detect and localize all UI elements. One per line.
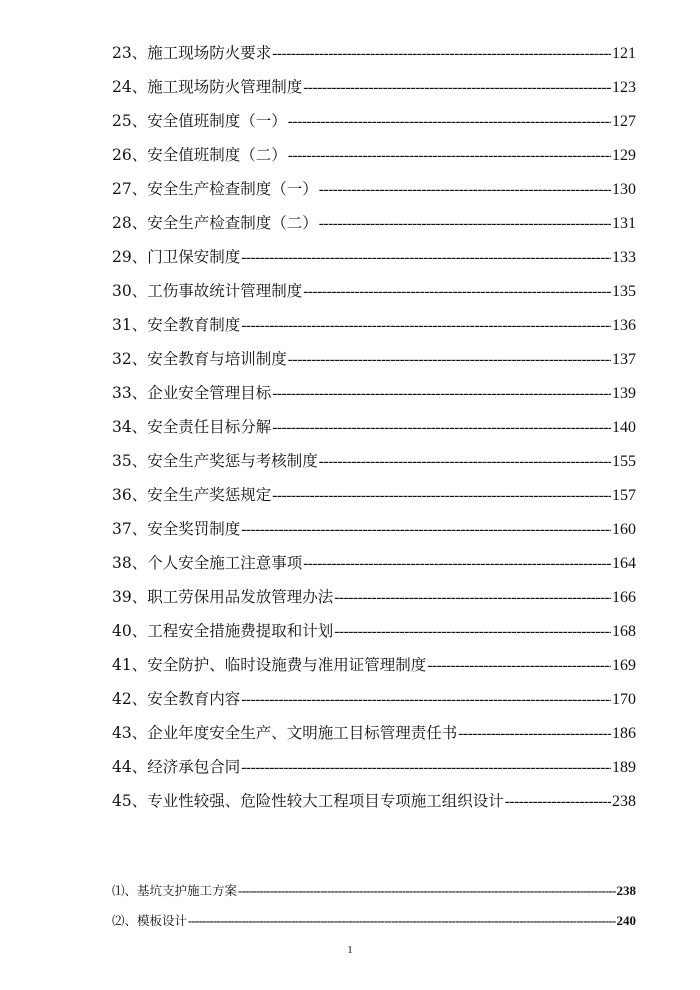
entry-number: 33 xyxy=(112,384,132,402)
dot-leader xyxy=(458,726,611,742)
entry-number: 45 xyxy=(112,792,132,810)
entry-number: ⑵ xyxy=(112,913,125,928)
toc-entry[interactable] xyxy=(112,308,636,342)
entry-page-number: 136 xyxy=(612,317,636,334)
toc-entry-label xyxy=(112,784,504,818)
dot-leader xyxy=(241,250,611,266)
dot-leader xyxy=(427,658,611,674)
toc-entry-label xyxy=(112,274,302,308)
dot-leader xyxy=(241,760,611,776)
toc-entry-label xyxy=(112,138,287,172)
dot-leader xyxy=(238,885,615,898)
toc-entry[interactable] xyxy=(112,512,636,546)
entry-number: 28 xyxy=(112,214,132,232)
entry-page-number: 170 xyxy=(612,691,636,708)
entry-title: 安全教育内容 xyxy=(147,690,241,708)
entry-title: 模板设计 xyxy=(137,913,188,928)
toc-entry-label xyxy=(112,750,240,784)
entry-title: 安全生产检查制度（一） xyxy=(147,180,318,198)
entry-separator: 、 xyxy=(131,248,148,266)
entry-title: 个人安全施工注意事项 xyxy=(147,554,303,572)
entry-page-number: 135 xyxy=(612,283,636,300)
entry-page-number: 164 xyxy=(612,555,636,572)
entry-separator: 、 xyxy=(131,180,148,198)
table-of-contents xyxy=(112,36,636,818)
entry-number: 23 xyxy=(112,44,132,62)
entry-page-number: 238 xyxy=(616,883,636,898)
entry-page-number: 168 xyxy=(612,623,636,640)
toc-entry[interactable] xyxy=(112,410,636,444)
entry-number: 38 xyxy=(112,554,132,572)
entry-title: 安全值班制度（二） xyxy=(147,146,287,164)
entry-separator: 、 xyxy=(131,724,148,742)
toc-entry[interactable] xyxy=(112,138,636,172)
dot-leader xyxy=(505,794,611,810)
entry-number: 40 xyxy=(112,622,132,640)
entry-page-number: 140 xyxy=(612,419,636,436)
toc-entry[interactable] xyxy=(112,750,636,784)
entry-number: 27 xyxy=(112,180,132,198)
toc-entry-label xyxy=(112,240,240,274)
entry-separator: 、 xyxy=(131,486,148,504)
entry-page-number: 166 xyxy=(612,589,636,606)
entry-number: 25 xyxy=(112,112,132,130)
toc-entry-label xyxy=(112,410,271,444)
entry-title: 门卫保安制度 xyxy=(147,248,241,266)
entry-page-number: 169 xyxy=(612,657,636,674)
toc-entry-label xyxy=(112,512,240,546)
toc-entry-label xyxy=(112,906,187,936)
dot-leader xyxy=(272,46,611,62)
toc-entry-label xyxy=(112,308,240,342)
dot-leader xyxy=(241,522,611,538)
toc-entry-label xyxy=(112,478,271,512)
toc-entry-label xyxy=(112,876,237,906)
entry-page-number: 155 xyxy=(612,453,636,470)
entry-page-number: 240 xyxy=(616,913,636,928)
entry-number: 44 xyxy=(112,758,132,776)
toc-entry[interactable] xyxy=(112,478,636,512)
dot-leader xyxy=(272,488,611,504)
toc-entry[interactable] xyxy=(112,580,636,614)
toc-entry[interactable] xyxy=(112,342,636,376)
toc-entry[interactable] xyxy=(112,240,636,274)
entry-separator: 、 xyxy=(131,112,148,130)
entry-title: 安全生产奖惩与考核制度 xyxy=(147,452,318,470)
dot-leader xyxy=(288,114,611,130)
entry-separator: 、 xyxy=(131,588,148,606)
entry-page-number: 189 xyxy=(612,759,636,776)
dot-leader xyxy=(319,182,611,198)
dot-leader xyxy=(303,80,611,96)
entry-title: 企业年度安全生产、文明施工目标管理责任书 xyxy=(147,724,458,742)
entry-number: 26 xyxy=(112,146,132,164)
page-number: 1 xyxy=(347,944,353,956)
toc-entry[interactable] xyxy=(112,648,636,682)
toc-entry-label xyxy=(112,614,333,648)
entry-number: 42 xyxy=(112,690,132,708)
entry-page-number: 137 xyxy=(612,351,636,368)
entry-title: 安全防护、临时设施费与准用证管理制度 xyxy=(147,656,427,674)
entry-separator: 、 xyxy=(131,418,148,436)
entry-number: 24 xyxy=(112,78,132,96)
entry-title: 安全奖罚制度 xyxy=(147,520,241,538)
entry-number: 34 xyxy=(112,418,132,436)
entry-title: 工程安全措施费提取和计划 xyxy=(147,622,334,640)
entry-number: 43 xyxy=(112,724,132,742)
toc-entry-label xyxy=(112,580,333,614)
toc-entry-label xyxy=(112,342,287,376)
entry-title: 安全生产检查制度（二） xyxy=(147,214,318,232)
toc-sub-entry[interactable] xyxy=(112,906,636,936)
entry-number: 30 xyxy=(112,282,132,300)
dot-leader xyxy=(241,692,611,708)
entry-page-number: 123 xyxy=(612,79,636,96)
entry-separator: 、 xyxy=(131,452,148,470)
entry-number: 39 xyxy=(112,588,132,606)
toc-entry[interactable] xyxy=(112,376,636,410)
toc-entry[interactable] xyxy=(112,206,636,240)
dot-leader xyxy=(303,556,611,572)
toc-entry-label xyxy=(112,716,457,750)
toc-entry-label xyxy=(112,36,271,70)
entry-number: 35 xyxy=(112,452,132,470)
entry-separator: 、 xyxy=(131,656,148,674)
entry-title: 施工现场防火管理制度 xyxy=(147,78,303,96)
toc-entry[interactable] xyxy=(112,70,636,104)
entry-page-number: 157 xyxy=(612,487,636,504)
entry-title: 专业性较强、危险性较大工程项目专项施工组织设计 xyxy=(147,792,504,810)
toc-entry[interactable] xyxy=(112,104,636,138)
toc-entry[interactable] xyxy=(112,172,636,206)
entry-page-number: 238 xyxy=(612,793,636,810)
toc-entry[interactable] xyxy=(112,36,636,70)
dot-leader xyxy=(188,915,615,928)
toc-entry-label xyxy=(112,172,318,206)
sub-entries xyxy=(112,876,636,936)
entry-separator: 、 xyxy=(131,316,148,334)
entry-separator: 、 xyxy=(131,520,148,538)
entry-title: 安全教育与培训制度 xyxy=(147,350,287,368)
entry-title: 施工现场防火要求 xyxy=(147,44,272,62)
entry-page-number: 127 xyxy=(612,113,636,130)
toc-entry-label xyxy=(112,682,240,716)
entry-title: 安全教育制度 xyxy=(147,316,241,334)
toc-entry[interactable] xyxy=(112,784,636,818)
toc-entry-label xyxy=(112,444,318,478)
toc-entry-label xyxy=(112,648,426,682)
entry-page-number: 186 xyxy=(612,725,636,742)
toc-entry[interactable] xyxy=(112,274,636,308)
dot-leader xyxy=(288,148,611,164)
entry-page-number: 139 xyxy=(612,385,636,402)
entry-page-number: 133 xyxy=(612,249,636,266)
entry-separator: 、 xyxy=(131,214,148,232)
dot-leader xyxy=(334,590,611,606)
entry-number: 31 xyxy=(112,316,132,334)
dot-leader xyxy=(319,454,611,470)
dot-leader xyxy=(272,386,611,402)
toc-entry-label xyxy=(112,206,318,240)
toc-entry-label xyxy=(112,546,302,580)
entry-separator: 、 xyxy=(131,690,148,708)
entry-title: 安全值班制度（一） xyxy=(147,112,287,130)
dot-leader xyxy=(303,284,611,300)
entry-separator: 、 xyxy=(124,913,138,928)
dot-leader xyxy=(319,216,611,232)
entry-number: 41 xyxy=(112,656,132,674)
entry-separator: 、 xyxy=(131,792,148,810)
toc-entry-label xyxy=(112,376,271,410)
entry-separator: 、 xyxy=(131,350,148,368)
toc-entry[interactable] xyxy=(112,614,636,648)
entry-page-number: 121 xyxy=(612,45,636,62)
toc-entry[interactable] xyxy=(112,546,636,580)
dot-leader xyxy=(288,352,611,368)
entry-separator: 、 xyxy=(124,883,138,898)
entry-number: ⑴ xyxy=(112,883,125,898)
entry-number: 36 xyxy=(112,486,132,504)
entry-number: 32 xyxy=(112,350,132,368)
entry-title: 工伤事故统计管理制度 xyxy=(147,282,303,300)
entry-title: 安全责任目标分解 xyxy=(147,418,272,436)
entry-separator: 、 xyxy=(131,78,148,96)
entry-separator: 、 xyxy=(131,554,148,572)
entry-title: 安全生产奖惩规定 xyxy=(147,486,272,504)
toc-entry[interactable] xyxy=(112,682,636,716)
toc-sub-entry[interactable] xyxy=(112,876,636,906)
toc-entry-label xyxy=(112,104,287,138)
entry-title: 企业安全管理目标 xyxy=(147,384,272,402)
entry-number: 29 xyxy=(112,248,132,266)
dot-leader xyxy=(241,318,611,334)
toc-entry[interactable] xyxy=(112,716,636,750)
entry-separator: 、 xyxy=(131,622,148,640)
entry-title: 经济承包合同 xyxy=(147,758,241,776)
entry-separator: 、 xyxy=(131,146,148,164)
toc-entry[interactable] xyxy=(112,444,636,478)
entry-page-number: 131 xyxy=(612,215,636,232)
entry-title: 基坑支护施工方案 xyxy=(137,883,238,898)
entry-separator: 、 xyxy=(131,282,148,300)
entry-page-number: 130 xyxy=(612,181,636,198)
entry-page-number: 129 xyxy=(612,147,636,164)
dot-leader xyxy=(334,624,611,640)
entry-separator: 、 xyxy=(131,384,148,402)
toc-entry-label xyxy=(112,70,302,104)
entry-title: 职工劳保用品发放管理办法 xyxy=(147,588,334,606)
entry-separator: 、 xyxy=(131,44,148,62)
entry-number: 37 xyxy=(112,520,132,538)
dot-leader xyxy=(272,420,611,436)
entry-page-number: 160 xyxy=(612,521,636,538)
entry-separator: 、 xyxy=(131,758,148,776)
